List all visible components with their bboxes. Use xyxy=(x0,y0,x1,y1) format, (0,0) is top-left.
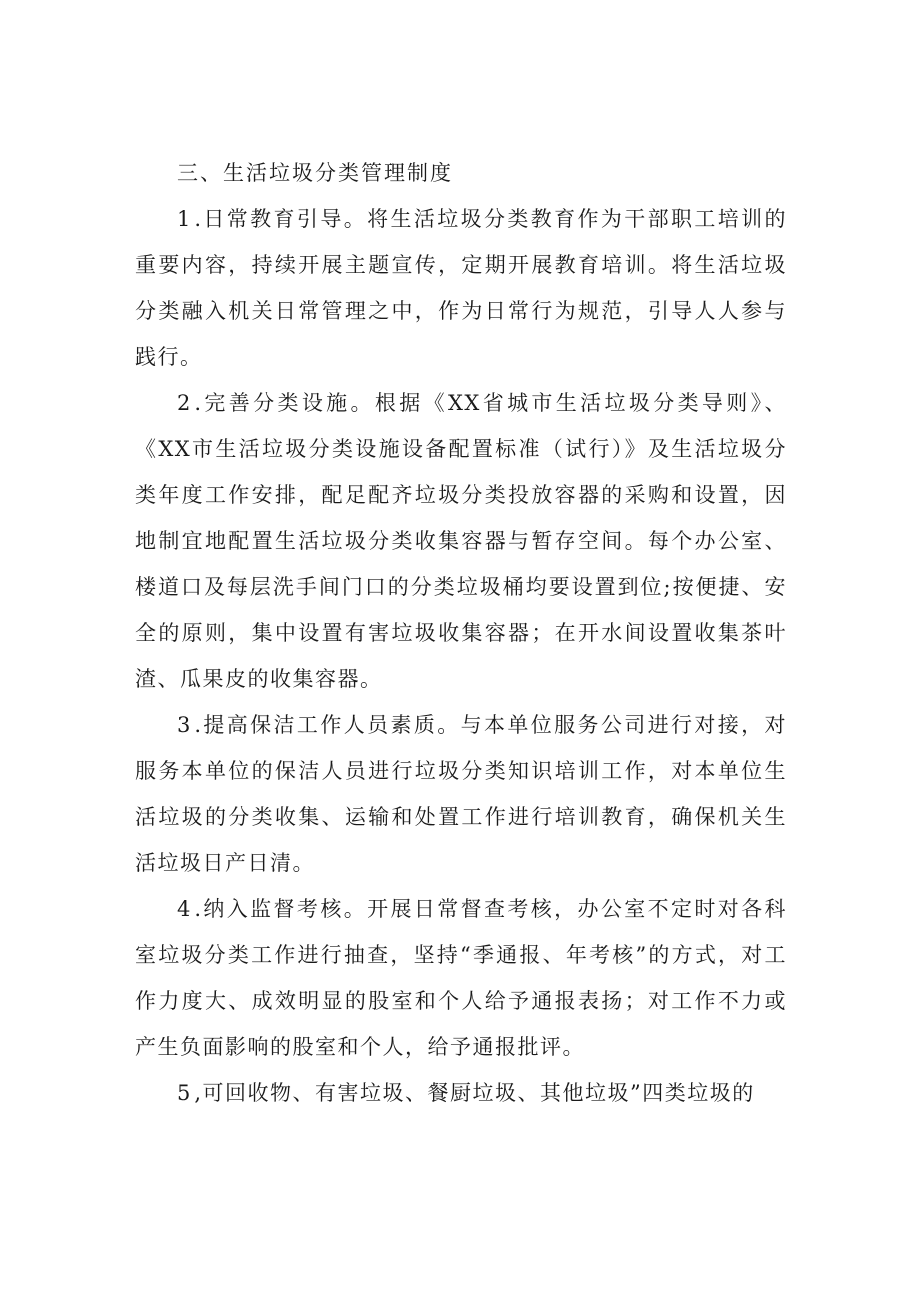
paragraph-number: 5 xyxy=(177,1081,195,1105)
paragraph-text: .提高保洁工作人员素质。与本单位服务公司进行对接，对服务本单位的保洁人员进行垃圾分类知识培训工作，对本单位生活垃圾的分类收集、运输和处置工作进行培训教育，确保机关生活垃圾日产日清。 xyxy=(135,713,787,875)
paragraph-text: .完善分类设施。根据《XX省城市生活垃圾分类导则》、《XX市生活垃圾分类设施设备配置标准（试行）》及生活垃圾分类年度工作安排，配足配齐垃圾分类投放容器的采购和设置，因地制宜地配置生活垃圾分类收集容器与暂存空间。每个办公室、楼道口及每层洗手间门口的分类垃圾桶均要设置到位;按便捷、安全的原则，集中设置有害垃圾收集容器；在开水间设置收集茶叶渣、瓜果皮的收集容器。 xyxy=(135,391,787,691)
paragraph-text: .纳入监督考核。开展日常督查考核，办公室不定时对各科室垃圾分类工作进行抽查，坚持“季通报、年考核”的方式，对工作力度大、成效明显的股室和个人给予通报表扬；对工作不力或产生负面影响的股室和个人，给予通报批评。 xyxy=(135,897,787,1059)
paragraph-number: 1 xyxy=(177,207,195,231)
paragraph-3 xyxy=(135,702,787,886)
paragraph-5 xyxy=(135,1070,787,1116)
section-heading: 三、生活垃圾分类管理制度 xyxy=(177,161,453,185)
paragraph-text: ,可回收物、有害垃圾、餐厨垃圾、其他垃圾”四类垃圾的 xyxy=(194,1081,755,1105)
paragraph-4 xyxy=(135,886,787,1070)
paragraph-number: 3 xyxy=(177,713,195,737)
paragraph-number: 2 xyxy=(177,391,195,415)
paragraph-text: .日常教育引导。将生活垃圾分类教育作为干部职工培训的重要内容，持续开展主题宣传，定期开展教育培训。将生活垃圾分类融入机关日常管理之中，作为日常行为规范，引导人人参与践行。 xyxy=(135,207,787,369)
paragraph-number: 4 xyxy=(177,897,195,921)
document-body xyxy=(135,150,787,1116)
paragraph-2 xyxy=(135,380,787,702)
paragraph-1 xyxy=(135,196,787,380)
